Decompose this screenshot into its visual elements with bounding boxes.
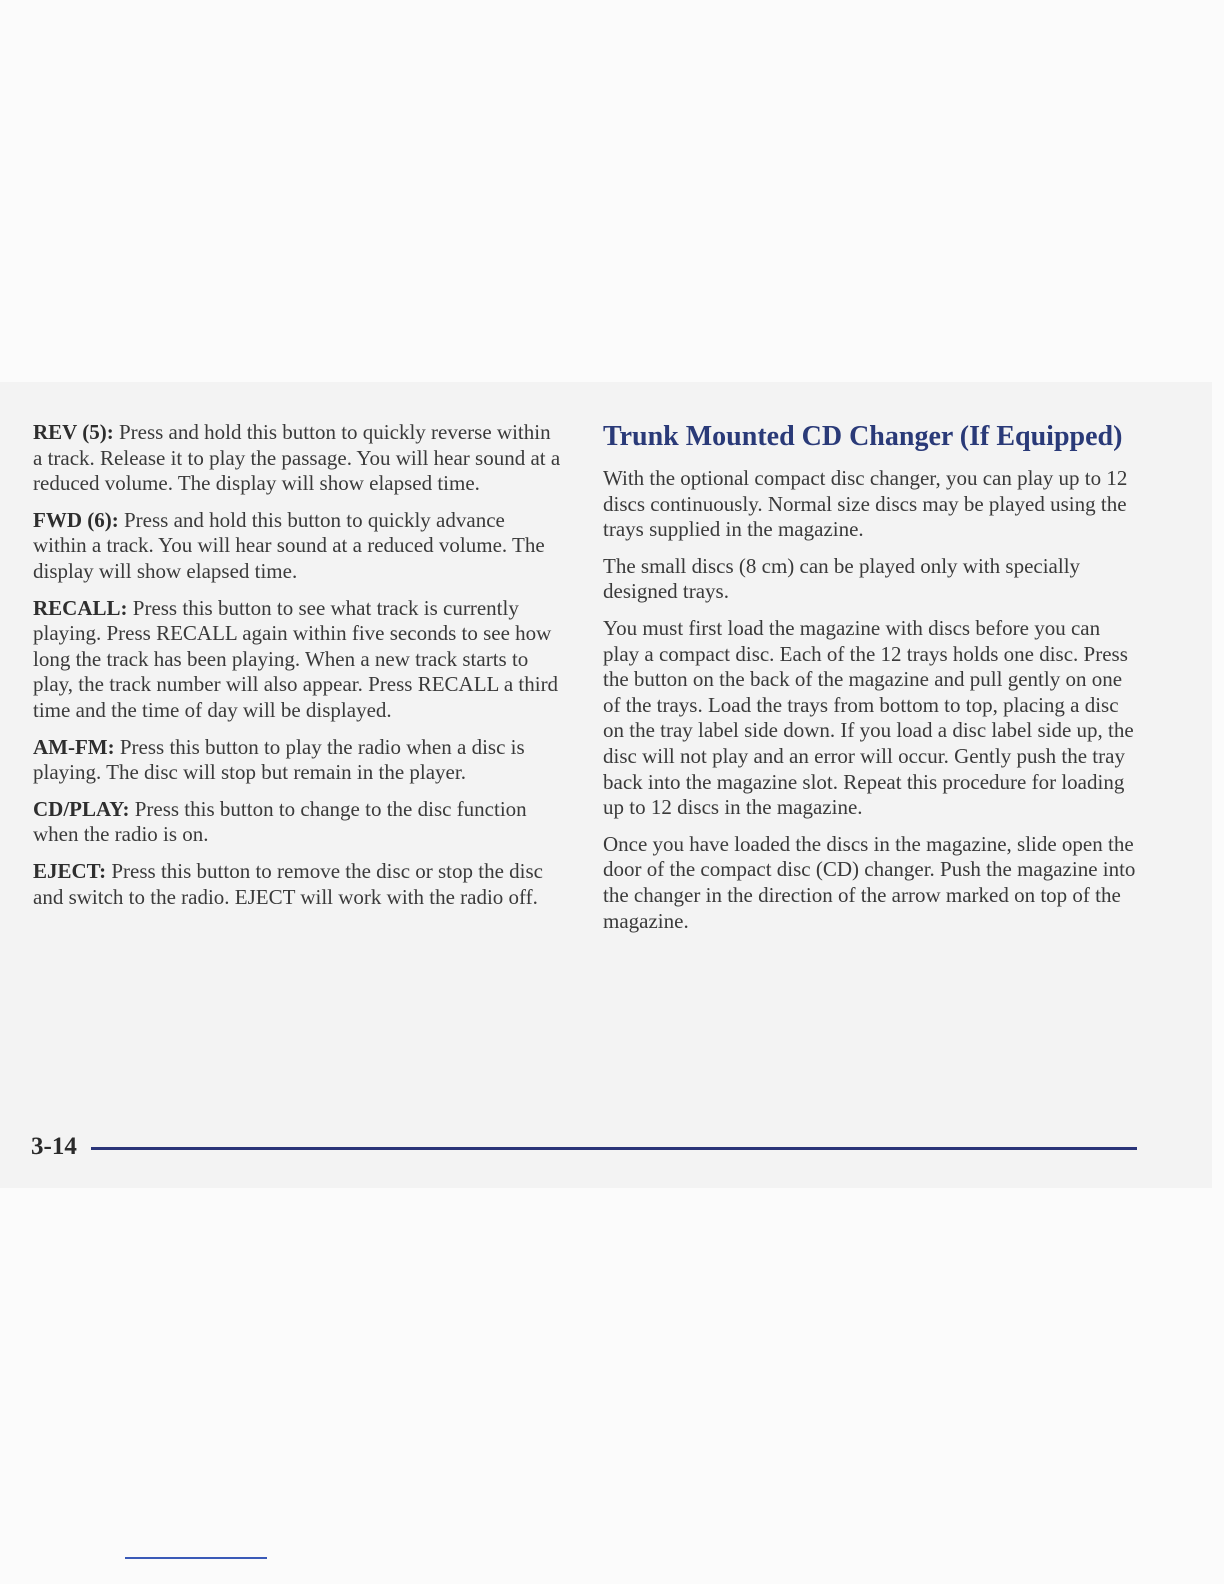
body-paragraph: The small discs (8 cm) can be played only with specially designed trays. (603, 553, 1081, 604)
link-underline[interactable] (125, 1557, 267, 1559)
footer-rule (91, 1147, 1137, 1150)
page-number: 3-14 (31, 1133, 77, 1160)
control-term: FWD (6): (33, 507, 119, 532)
control-text: Press and hold this button to quickly reverse within a track. Release it to play the passage. You will hear sound at a reduced volume. The display will show elapsed time. (33, 420, 561, 496)
section-heading: Trunk Mounted CD Changer (If Equipped) (603, 421, 1123, 452)
control-description-rev (33, 420, 561, 497)
body-paragraph: With the optional compact disc changer, you can play up to 12 discs continuously. Normal size discs may be played using the trays supplied in the magazine. (603, 466, 1128, 542)
control-text: Press this button to change to the disc function when the radio is on. (33, 796, 527, 847)
page-footer (31, 1132, 1137, 1162)
control-term: RECALL: (33, 595, 128, 620)
control-description-fwd (33, 508, 561, 585)
control-text: Press this button to see what track is currently playing. Press RECALL again within five seconds to see how long the track has been playing. When a new track starts to play, the track number will also appear. Press RECALL a third time and the time of day will be displayed. (33, 595, 559, 722)
control-term: EJECT: (33, 858, 107, 883)
control-term: CD/PLAY: (33, 796, 130, 821)
control-description-recall (33, 596, 561, 724)
control-description-eject (33, 859, 561, 910)
control-term: AM-FM: (33, 734, 115, 759)
control-text: Press and hold this button to quickly advance within a track. You will hear sound at a reduced volume. The display will show elapsed time. (33, 507, 545, 583)
body-paragraph: You must first load the magazine with discs before you can play a compact disc. Each of the 12 trays holds one disc. Press the button on the back of the magazine and pull gently on one of the trays. Load the trays from bottom to top, placing a disc on the tray label side down. If you load a disc label side up, the disc will not play and an error will occur. Gently push the tray back into the magazine slot. Repeat this procedure for loading up to 12 discs in the magazine. (603, 615, 1134, 820)
right-column (603, 420, 1138, 945)
left-column (33, 420, 561, 921)
control-description-cd-play (33, 797, 561, 848)
control-text: Press this button to play the radio when a disc is playing. The disc will stop but remain in the player. (33, 734, 525, 785)
control-text: Press this button to remove the disc or stop the disc and switch to the radio. EJECT will work with the radio off. (33, 858, 543, 909)
control-term: REV (5): (33, 420, 114, 444)
body-paragraph: Once you have loaded the discs in the magazine, slide open the door of the compact disc (CD) changer. Push the magazine into the changer in the direction of the arrow marked on top of the magazine. (603, 831, 1136, 933)
control-description-am-fm (33, 735, 561, 786)
